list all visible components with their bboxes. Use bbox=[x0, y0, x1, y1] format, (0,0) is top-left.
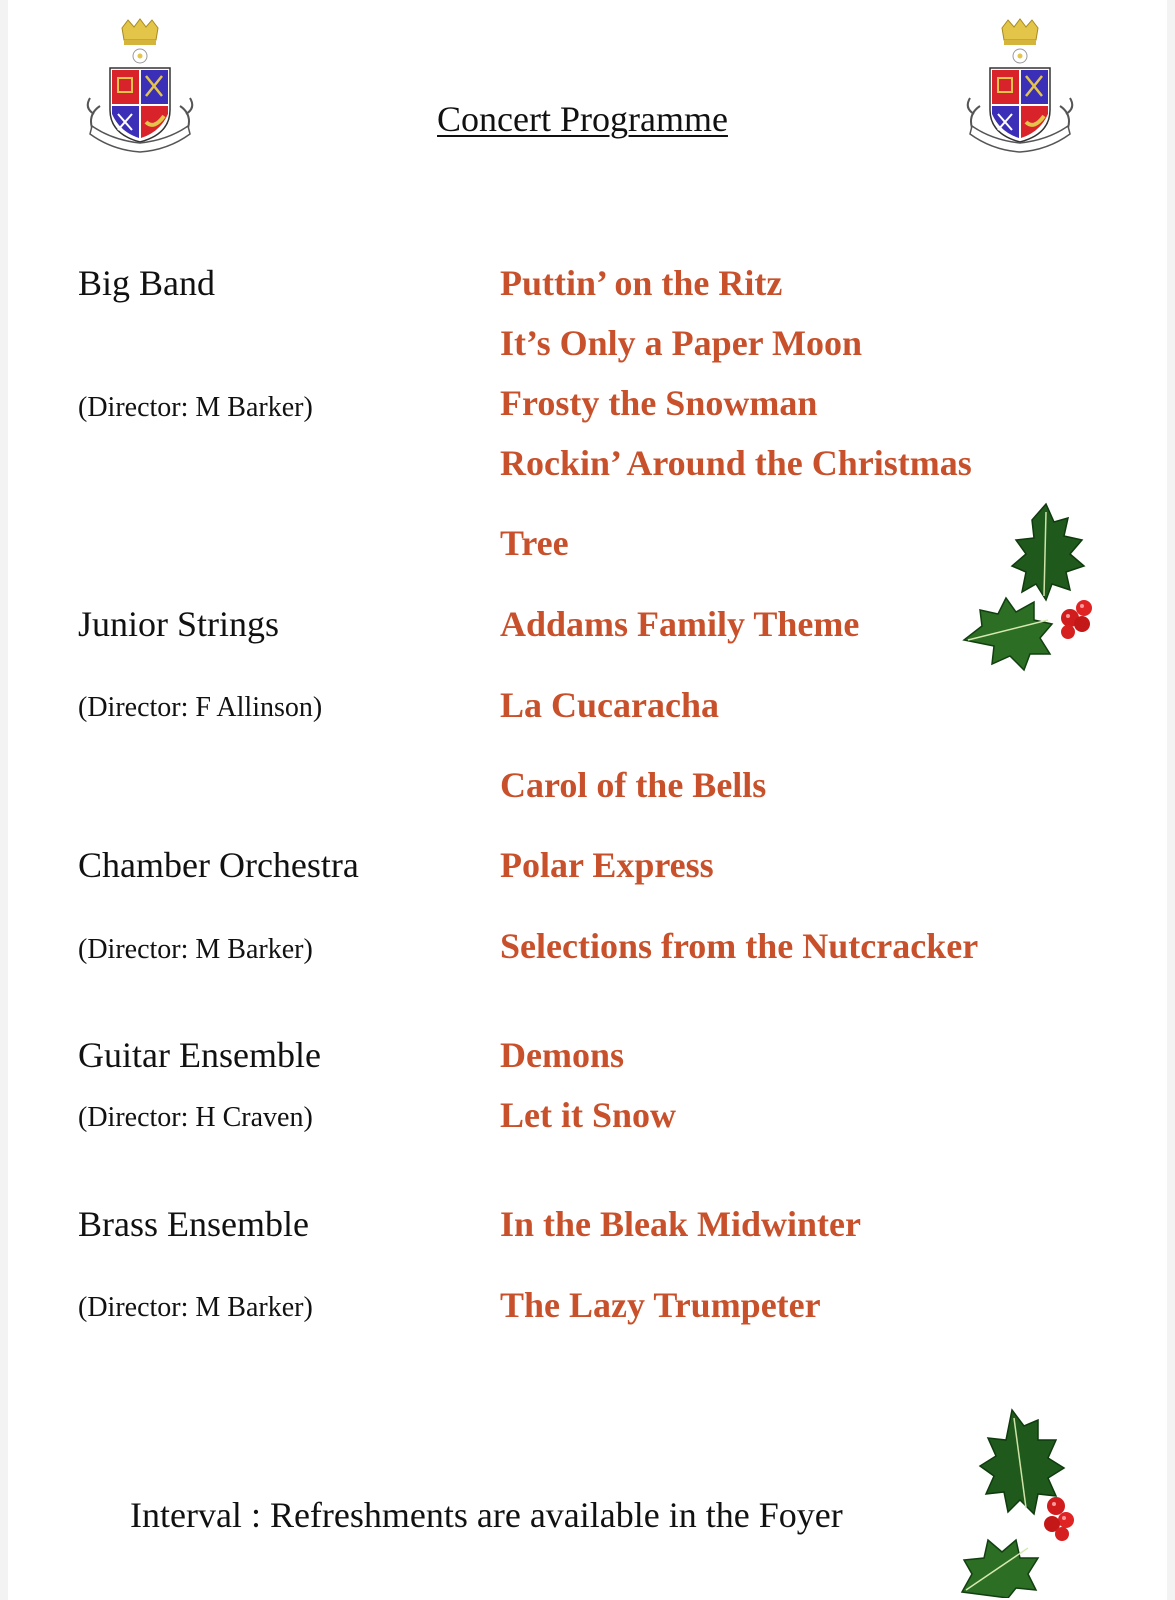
ensemble-director: (Director: H Craven) bbox=[78, 1102, 313, 1133]
piece-title: Selections from the Nutcracker bbox=[500, 926, 979, 966]
ensemble-director: (Director: M Barker) bbox=[78, 392, 313, 423]
ensemble-director: (Director: M Barker) bbox=[78, 1292, 313, 1323]
ensemble-director: (Director: M Barker) bbox=[78, 934, 313, 965]
piece-title: Carol of the Bells bbox=[500, 765, 767, 805]
piece-title: In the Bleak Midwinter bbox=[500, 1204, 862, 1244]
ensemble-name: Guitar Ensemble bbox=[78, 1035, 321, 1075]
page-title: Concert Programme bbox=[437, 99, 728, 139]
ensemble-name: Big Band bbox=[78, 263, 216, 303]
piece-title: Frosty the Snowman bbox=[500, 383, 818, 423]
piece-title: Addams Family Theme bbox=[500, 604, 860, 644]
piece-title: La Cucaracha bbox=[500, 685, 719, 725]
piece-title: It’s Only a Paper Moon bbox=[500, 323, 863, 363]
piece-title: The Lazy Trumpeter bbox=[500, 1285, 821, 1325]
piece-title: Polar Express bbox=[500, 845, 714, 885]
piece-title: Rockin’ Around the Christmas bbox=[500, 443, 972, 483]
ensemble-name: Junior Strings bbox=[78, 604, 280, 644]
piece-title: Let it Snow bbox=[500, 1095, 677, 1135]
ensemble-name: Chamber Orchestra bbox=[78, 845, 359, 885]
holly-icon bbox=[958, 1408, 1088, 1598]
ensemble-name: Brass Ensemble bbox=[78, 1204, 309, 1244]
piece-title: Demons bbox=[500, 1035, 624, 1075]
piece-title: Tree bbox=[500, 523, 569, 563]
piece-title: Puttin’ on the Ritz bbox=[500, 263, 783, 303]
ensemble-director: (Director: F Allinson) bbox=[78, 692, 323, 723]
interval-notice: Interval : Refreshments are available in the Foyer bbox=[130, 1495, 843, 1535]
programme-page bbox=[8, 0, 1167, 1600]
holly-icon bbox=[958, 500, 1108, 675]
